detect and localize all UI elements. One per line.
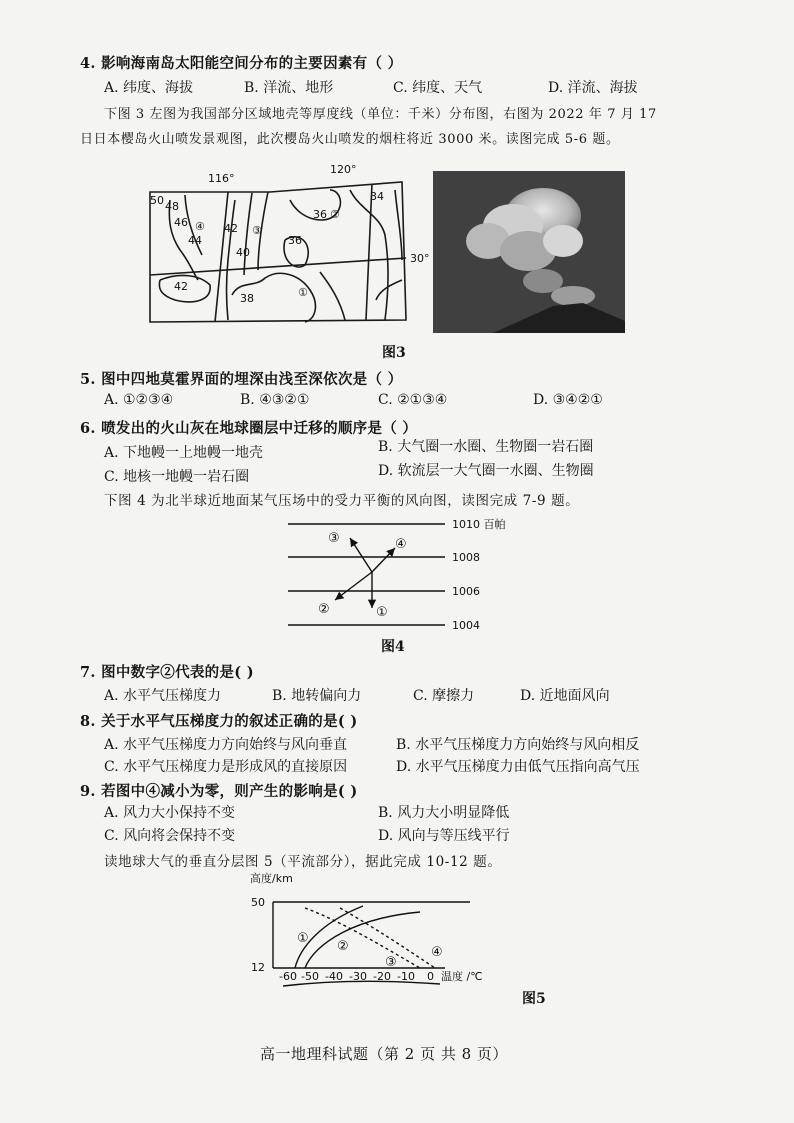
- contour-label: 40: [236, 246, 250, 259]
- fig5-curve-label-3: ③: [385, 955, 397, 970]
- question-5-stem: 5. 图中四地莫霍界面的埋深由浅至深依次是（ ）: [80, 371, 403, 388]
- question-6-stem: 6. 喷发出的火山灰在地球圈层中迁移的顺序是（ ）: [80, 420, 418, 437]
- fig5-y-tick-12: 12: [251, 961, 265, 974]
- intro-7-9: 下图 4 为北半球近地面某气压场中的受力平衡的风向图，读图完成 7-9 题。: [104, 493, 580, 509]
- q4-option-b: B. 洋流、地形: [244, 80, 334, 96]
- point-label-4: ④: [195, 220, 205, 233]
- force-label-3: ③: [328, 531, 340, 546]
- q9-option-a: A. 风力大小保持不变: [104, 805, 236, 821]
- contour-label: 42: [174, 280, 188, 293]
- q8-option-b: B. 水平气压梯度力方向始终与风向相反: [396, 737, 640, 753]
- q6-option-d: D. 软流层一大气圈一水圈、生物圈: [378, 463, 594, 479]
- fig5-x-tick: -30: [349, 970, 367, 983]
- q9-option-c: C. 风向将会保持不变: [104, 828, 236, 844]
- q8-option-a: A. 水平气压梯度力方向始终与风向垂直: [104, 737, 348, 753]
- point-label-2: ②: [330, 208, 340, 221]
- figure-3-caption: 图3: [382, 345, 406, 361]
- lat-label-30: 30°: [410, 252, 430, 265]
- isobar-label-1008: 1008: [452, 551, 480, 564]
- q7-option-d: D. 近地面风向: [520, 688, 610, 704]
- isobar-label-1004: 1004: [452, 619, 480, 632]
- q5-option-a: A. ①②③④: [104, 392, 174, 408]
- force-balance-diagram: [280, 512, 520, 637]
- q4-option-c: C. 纬度、天气: [393, 80, 483, 96]
- fig5-x-tick: -60: [279, 970, 297, 983]
- q8-option-d: D. 水平气压梯度力由低气压指向高气压: [396, 759, 640, 775]
- contour-label: 42: [224, 222, 238, 235]
- contour-label: 36: [313, 208, 327, 221]
- contour-label: 46: [174, 216, 188, 229]
- contour-label: 38: [240, 292, 254, 305]
- q8-option-c: C. 水平气压梯度力是形成风的直接原因: [104, 759, 348, 775]
- figure-4-caption: 图4: [381, 639, 405, 655]
- fig5-x-tick: -50: [301, 970, 319, 983]
- lon-label-120: 120°: [330, 163, 357, 176]
- point-label-1: ①: [298, 286, 308, 299]
- q5-option-d: D. ③④②①: [533, 392, 603, 408]
- page-footer: 高一地理科试题（第 2 页 共 8 页）: [260, 1045, 508, 1063]
- q6-option-c: C. 地核一地幔一岩石圈: [104, 469, 250, 485]
- force-label-2: ②: [318, 602, 330, 617]
- q6-option-a: A. 下地幔一上地幔一地壳: [104, 445, 264, 461]
- intro-5-6-line2: 日日本樱岛火山喷发景观图，此次樱岛火山喷发的烟柱将近 3000 米。读图完成 5-6 题。: [80, 132, 620, 147]
- contour-label: 34: [370, 190, 384, 203]
- question-8-stem: 8. 关于水平气压梯度力的叙述正确的是( ): [80, 713, 358, 730]
- q4-option-d: D. 洋流、海拔: [548, 80, 638, 96]
- q9-option-d: D. 风向与等压线平行: [378, 828, 510, 844]
- intro-10-12: 读地球大气的垂直分层图 5（平流部分），据此完成 10-12 题。: [104, 854, 502, 870]
- isobar-label-1006: 1006: [452, 585, 480, 598]
- q6-option-b: B. 大气圈一水圈、生物圈一岩石圈: [378, 439, 594, 455]
- q7-option-c: C. 摩擦力: [413, 688, 475, 704]
- lon-label-116: 116°: [208, 172, 235, 185]
- contour-label: 50: [150, 194, 164, 207]
- contour-label: 44: [188, 234, 202, 247]
- stratosphere-temperature-diagram: [245, 868, 515, 998]
- fig5-x-tick: -10: [397, 970, 415, 983]
- intro-5-6-line1: 下图 3 左图为我国部分区域地壳等厚度线（单位：千米）分布图，右图为 2022 年 7 月 17: [104, 107, 657, 122]
- point-label-3: ③: [252, 224, 262, 237]
- fig5-y-axis-title: 高度/km: [250, 872, 293, 885]
- fig5-x-axis-title: 温度 /℃: [441, 970, 483, 983]
- fig5-x-tick: -20: [373, 970, 391, 983]
- q5-option-b: B. ④③②①: [240, 392, 310, 408]
- fig5-curve-label-4: ④: [431, 945, 443, 960]
- fig5-x-tick: 0: [427, 970, 434, 983]
- crust-thickness-map: [140, 160, 430, 340]
- q4-option-a: A. 纬度、海拔: [104, 80, 194, 96]
- question-7-stem: 7. 图中数字②代表的是( ): [80, 664, 254, 681]
- volcano-eruption-photo: [433, 171, 625, 333]
- question-9-stem: 9. 若图中④减小为零，则产生的影响是( ): [80, 783, 358, 800]
- fig5-y-tick-50: 50: [251, 896, 265, 909]
- q9-option-b: B. 风力大小明显降低: [378, 805, 510, 821]
- figure-5-caption: 图5: [522, 991, 546, 1007]
- contour-label: 36: [288, 234, 302, 247]
- force-label-4: ④: [395, 537, 407, 552]
- fig5-curve-label-1: ①: [297, 931, 309, 946]
- fig5-x-tick: -40: [325, 970, 343, 983]
- isobar-label-1010: 1010 百帕: [452, 518, 506, 531]
- q7-option-a: A. 水平气压梯度力: [104, 688, 222, 704]
- contour-label: 48: [165, 200, 179, 213]
- q7-option-b: B. 地转偏向力: [272, 688, 362, 704]
- force-label-1: ①: [376, 605, 388, 620]
- q5-option-c: C. ②①③④: [378, 392, 448, 408]
- fig5-curve-label-2: ②: [337, 939, 349, 954]
- question-4-stem: 4. 影响海南岛太阳能空间分布的主要因素有（ ）: [80, 55, 403, 72]
